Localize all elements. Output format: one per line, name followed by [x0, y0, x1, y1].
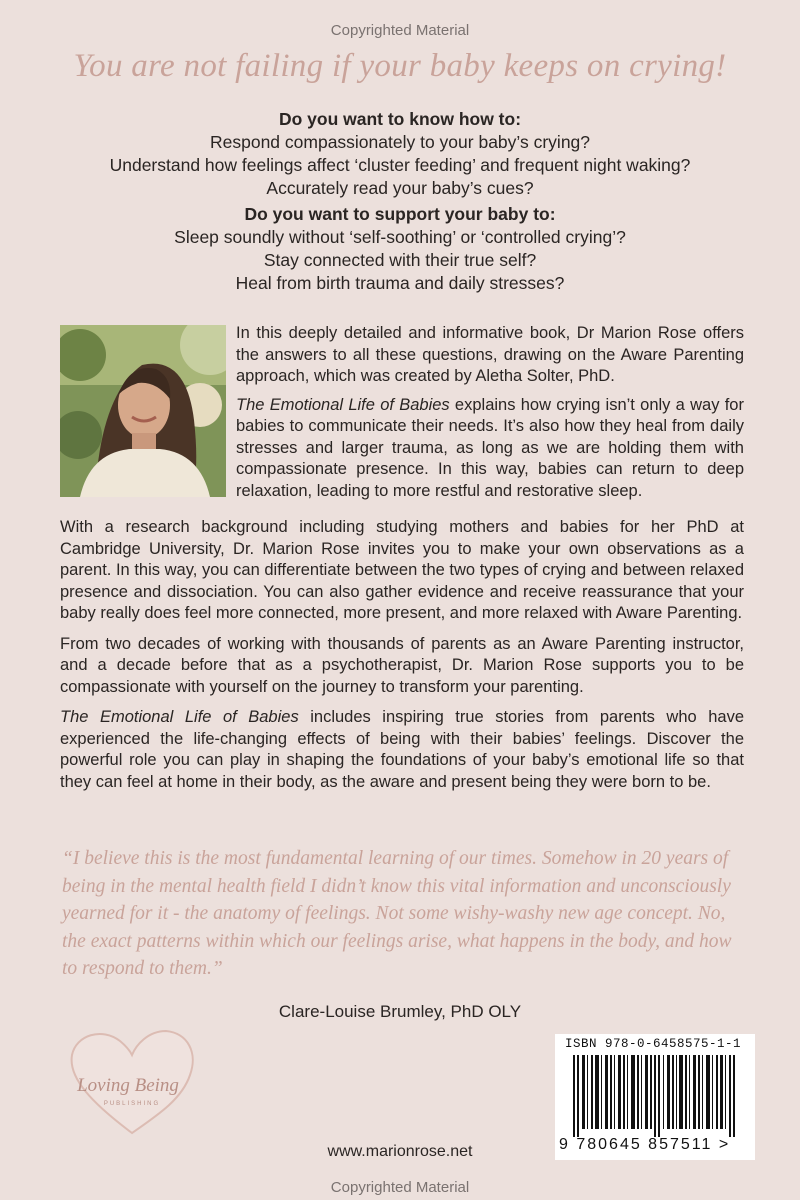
headline: You are not failing if your baby keeps on crying! [73, 48, 727, 84]
questions-know-heading: Do you want to know how to: [278, 109, 522, 129]
question-item: Respond compassionately to your baby’s crying? [209, 132, 591, 152]
isbn-label: ISBN 978-0-6458575-1-1 [565, 1037, 742, 1051]
testimonial-quote: “I believe this is the most fundamental learning of our times. Somehow in 20 years of being in the mental health field I didn’t know this vital information and unconsciously yearned for it - the anatomy of feelings. Not some wishy-washy new age concept. No, the exact patterns within which our feelings arise, what happens in the body, and how to respond to them.” [62, 848, 732, 979]
paragraph-text: explains how crying isn’t only a way for babies to communicate their needs. It’s also how they heal from daily stresses and larger trauma, as long as we are holding them with compassionate presence. In this way, babies can return to deep relaxation, leading to more restful and restorative sleep. [236, 395, 744, 500]
question-item: Sleep soundly without ‘self-soothing’ or ‘controlled crying’? [174, 227, 626, 247]
isbn-barcode [555, 1034, 755, 1160]
publisher-logo [62, 1023, 202, 1143]
intro-paragraph: In this deeply detailed and informative book, Dr Marion Rose offers the answers to all these questions, drawing on the Aware Parenting approach, which was created by Aletha Solter, PhD. [236, 324, 744, 385]
questions-support-heading: Do you want to support your baby to: [244, 204, 556, 224]
question-item: Stay connected with their true self? [263, 250, 537, 270]
website-url: www.marionrose.net [327, 1143, 473, 1160]
intro-text [236, 323, 744, 509]
body-paragraph: With a research background including studying mothers and babies for her PhD at Cambridge University, Dr. Marion Rose invites you to make your own observations as a parent. In this way, you can differentiate between the two types of crying and between relaxed presence and dissociation. You can also gather evidence and receive reassurance that your baby really does feel more connected, more present, and more relaxed with Aware Parenting. [60, 518, 744, 622]
question-item: Accurately read your baby’s cues? [266, 178, 534, 198]
copyright-notice-top: Copyrighted Material [330, 22, 470, 39]
questions-support-block [0, 203, 800, 295]
body-paragraph: From two decades of working with thousands of parents as an Aware Parenting instructor, and a decade before that as a psychotherapist, Dr. Marion Rose supports you to be compassionate with yourself on the journey to transform your parenting. [60, 634, 744, 696]
quote-attribution: Clare-Louise Brumley, PhD OLY [278, 1002, 522, 1021]
heart-outline-icon [62, 1023, 202, 1143]
barcode-bars [571, 1055, 741, 1137]
paragraph-text: includes inspiring true stories from parents who have experienced the life-changing effects of being with their babies’ feelings. Discover the powerful role you can play in shaping the foundations of your baby’s emotional life so that they can feel at home in their body, as the aware and present being they were born to be. [60, 708, 744, 791]
copyright-notice-bottom: Copyrighted Material [330, 1179, 470, 1196]
question-item: Understand how feelings affect ‘cluster feeding’ and frequent night waking? [109, 155, 691, 175]
book-title: The Emotional Life of Babies [236, 395, 450, 414]
logo-name: Loving Being [77, 1075, 179, 1096]
author-photo [60, 325, 226, 497]
logo-subtitle: PUBLISHING [103, 1101, 161, 1107]
body-paragraph [60, 707, 744, 793]
questions-know-block [0, 108, 800, 200]
book-title: The Emotional Life of Babies [60, 708, 299, 726]
intro-paragraph [236, 395, 744, 503]
barcode-digits: 9 780645 857511 > [559, 1136, 731, 1153]
body-text [60, 517, 744, 802]
question-item: Heal from birth trauma and daily stresses? [235, 273, 565, 293]
